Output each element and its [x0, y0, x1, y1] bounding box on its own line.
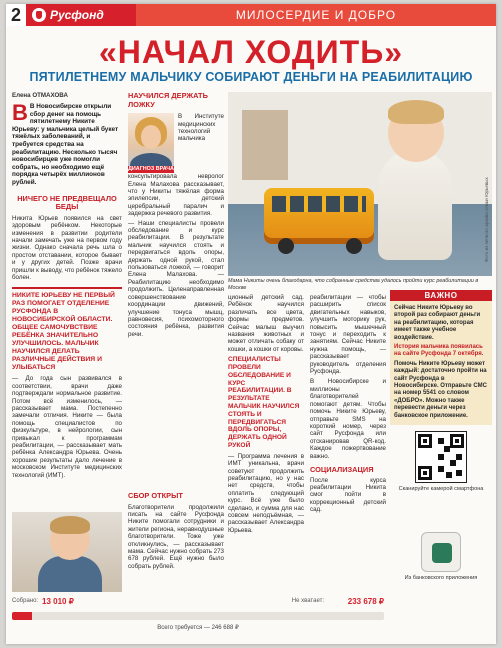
doctor-block [128, 109, 224, 217]
qr-cell [438, 466, 444, 472]
section-heading-2: НАУЧИЛСЯ ДЕРЖАТЬ ЛОЖКУ [128, 91, 208, 109]
sidebar-body [390, 301, 492, 425]
progress-labels [12, 598, 384, 610]
pull-quote [12, 287, 122, 372]
doctor-intro: В Институте медицинских технологий мальчика консультировала невролог Елена Малахова рассказывает, что у Никиты тяжёлая форма эпилепсии, детский церебральный паралич и задержка речевого развития. [128, 113, 224, 218]
qr-cell [450, 460, 456, 466]
lead-paragraph [12, 100, 122, 187]
brand-name: Русфонд [50, 8, 104, 22]
child-photo [12, 512, 122, 592]
section-heading-1: НИЧЕГО НЕ ПРЕДВЕЩАЛО БЕДЫ [17, 193, 117, 212]
important-sidebar [390, 290, 492, 528]
column-3-subhead: СПЕЦИАЛИСТЫ ПРОВЕЛИ ОБСЛЕДОВАНИЕ И КУРС РЕАБИЛИТАЦИИ. В РЕЗУЛЬТАТЕ МАЛЬЧИК НАУЧИЛСЯ СТОЯТЬ И ПЕРЕДВИГАТЬСЯ ВДОЛЬ ОПОРЫ, ДЕРЖАТЬ ОДНОЙ РУКОЙ [228, 356, 300, 450]
column-4-more: В Новосибирске и миллионы благотворителей помогают детям. Чтобы помочь Никите Юрьеву, отправьте SMS на короткий номер, через сайт Русфонда или отсканировав QR-код. Каждое пожертвование важно. [310, 378, 386, 460]
socialization-heading: СОЦИАЛИЗАЦИЯ [310, 464, 374, 474]
boy-hair [388, 100, 444, 124]
toy-bus [264, 188, 374, 244]
lead-text: В Новосибирске открыли сбор денег на помощь пятилетнему Никите Юрьеву: у мальчика целый букет тяжёлых заболеваний, и требуется средства на реабилитацию. Несколько тысяч новосибирцев уже помогли собрать, но необходимо ещё порядка четырёх миллионов рублей. [12, 103, 119, 186]
collected-value: 13 010 ₽ [42, 597, 74, 606]
remaining-label: Не хватает: [291, 598, 324, 604]
qr-cell [438, 454, 444, 460]
photo-shelf [242, 110, 288, 180]
progress-fill [12, 612, 32, 620]
qr-finder [418, 434, 432, 448]
sidebar-text-3: Помочь Никите Юрьеву может каждый: достаточно пройти на сайт Русфонда в Новосибирске. Отправьте СМС на номер 5541 со словом «ДОБРО». Можно также перевести деньги через банковское приложение. [394, 360, 487, 419]
pull-quote-text: НИКИТЕ ЮРЬЕВУ НЕ ПЕРВЫЙ РАЗ ПОМОГАЕТ ОТДЕЛЕНИЕ РУСФОНДА В НОВОСИБИРСКОЙ ОБЛАСТИ. ОБЩЕЕ САМОЧУВСТВИЕ РЕБЁНКА ЗНАЧИТЕЛЬНО УЛУЧШИЛОСЬ. МАЛЬЧИК НАУЧИЛСЯ ДЕЛАТЬ РАЗЛИЧНЫЕ ДЕЙСТВИЯ И УЛЫБАТЬСЯ [12, 292, 115, 372]
sbor-text: Благотворители продолжили писать на сайте Русфонда Никите помогали сотрудники и жители региона, неравнодушные благотворители. Тоже уже откликнулись, — рассказывает мама. Сейчас нужно собрать 273 678 рублей. Ещё нужно было собрать рублей. [128, 503, 224, 570]
page-number: 2 [6, 4, 26, 26]
column-3 [228, 294, 304, 534]
qr-finder [450, 434, 464, 448]
sidebar-text-2: История мальчика появилась на сайте Русфонда 7 октября. [394, 344, 484, 358]
qr-note: Сканируйте камерой смартфона [398, 486, 484, 492]
drop-cap: В [12, 100, 28, 125]
byline: Елена ОТМАХОВА [12, 92, 68, 99]
qr-code-icon[interactable] [415, 431, 467, 483]
socialization-text: После курса реабилитации Никита смог пойти в коррекционный детский сад. [310, 476, 386, 514]
sidebar-title: ВАЖНО [390, 290, 492, 301]
qr-cell [444, 446, 450, 452]
sidebar-text-1: Сейчас Никите Юрьеву во второй раз собирают деньги на реабилитацию, которая имеет также учебное воздействие. [394, 305, 481, 341]
main-photo-boy-with-bus [228, 92, 492, 276]
bank-app-icon[interactable] [421, 532, 461, 572]
section-2-text: — Наши специалисты провели обследование и курс реабилитации. В результате мальчик научился стоять и передвигаться вдоль опоры, держать одной рукой, стал пользоваться ложкой, — говорит Елена Малахова. — Реабилитацию необходимо продолжить. Целенаправленная совершенствование координации движений, улучшение тонуса мышц, равновесия, психомоторного состояния ребёнка, развития речи. [128, 219, 224, 338]
doctor-portrait [128, 113, 174, 173]
fundraising-progress [12, 598, 384, 638]
child-hair [50, 516, 90, 534]
brand-label [26, 4, 136, 26]
column-2 [128, 92, 224, 338]
qr-finder [418, 466, 432, 480]
photo-caption: Мама Никиты очень благодарна, что собранные средства удалось пройти курс реабилитации в Москве [228, 278, 479, 291]
bus-wheel [346, 238, 362, 254]
rubric-label: МИЛОСЕРДИЕ И ДОБРО [136, 4, 496, 26]
boy-body [378, 150, 452, 260]
collected-label: Собрано: [12, 598, 39, 604]
bus-wheel [278, 238, 294, 254]
column-4-text: реабилитации — чтобы расширить список двигательных навыков, улучшить моторику рук, повысить мышечный тонус и переходить к занятиям. Сейчас Никите нужна помощь, — рассказывает руководитель отделения Русфонда. [310, 294, 386, 376]
column-4 [310, 294, 386, 514]
bank-note: Из банковского приложения [404, 575, 478, 581]
rusfond-logo-icon [32, 8, 46, 22]
qr-cell [456, 470, 462, 476]
sbor-block [128, 352, 224, 570]
section-1-text: Никита Юрьев появился на свет здоровым ребёнком. Некоторые изменения в развитии родители начали замечать уже на первом году жизни. Однако сначала речь шла о простом отставании, которое бывает и у других детей. Позже врачи пришли к выводу, что ребёнок тяжело болен. [12, 214, 122, 281]
subheadline: ПЯТИЛЕТНЕМУ МАЛЬЧИКУ СОБИРАЮТ ДЕНЬГИ НА РЕАБИЛИТАЦИЮ [29, 70, 473, 84]
qr-cell [446, 472, 452, 478]
total-required: Всего требуется — 246 688 ₽ [157, 625, 239, 631]
page-header [6, 4, 496, 26]
sbor-heading: СБОР ОТКРЫТ [128, 491, 183, 500]
column-3-more: — Программа лечения в ИМТ уникальна, врачи советуют продолжить реабилитацию, но у нас нет средств, чтобы оплатить следующий курс. Всё уже было сделано, и сумма для нас совсем неподъёмная, — рассказывает Александра Юрьева. [228, 452, 304, 534]
remaining-value: 233 678 ₽ [347, 597, 384, 606]
progress-bar [12, 612, 384, 620]
bank-app-block [390, 532, 492, 582]
qr-cell [438, 438, 444, 444]
headline: «НАЧАЛ ХОДИТЬ» [98, 34, 404, 70]
portrait-caption: ДИАГНОЗ ВРАЧА [128, 166, 174, 173]
section-1-more-text: — До года сын развивался в соответствии, врачи даже подтверждали нормальное развитие. Потом всё изменилось, — рассказывает мама. Постепенно замечали отличия. Никите — была помощь специалистов по физкультуре, в нейрологии, сын привыкал к программам реабилитации, — рассказывает мать ребёнка Александра Юрьева. Очень хорошие результаты дало лечение в московском Институте медицинских технологий (ИМТ). [12, 375, 122, 479]
column-3-text: ционный детский сад. Ребёнок научился различать все цвета, формы предметов. Сейчас малыш выучил названия животных и может отличать собаку от кошки, а кошки от коровы. [228, 294, 304, 353]
photo-credit: Фото из личного архива семьи Юрьевых [484, 177, 489, 262]
newspaper-page [6, 4, 496, 644]
child-body [38, 556, 102, 592]
qr-cell [456, 454, 462, 460]
column-1 [12, 92, 122, 479]
